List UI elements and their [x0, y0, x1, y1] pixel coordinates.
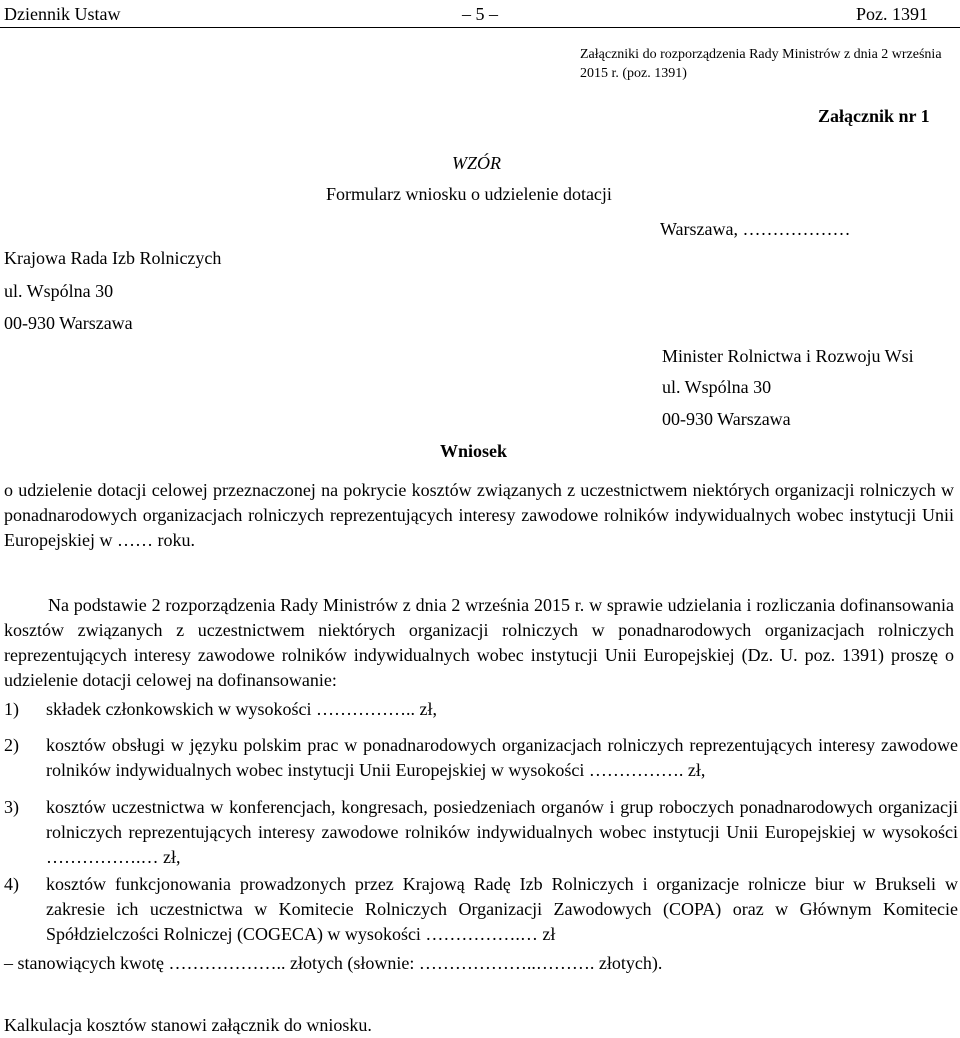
request-heading: Wniosek — [440, 441, 508, 461]
list-item — [4, 872, 958, 948]
list-item-text: kosztów funkcjonowania prowadzonych przez Krajową Radę Izb Rolniczych i organizacje rolnicze biur w Brukseli w zakresie ich uczestnictwa w Komitecie Rolniczych Organizacji Zawodowych (COPA) oraz w Głównym Komitecie Spółdzielczości Rolniczej (COGECA) w wysokości …………….… zł — [46, 874, 958, 944]
request-subject: o udzielenie dotacji celowej przeznaczonej na pokrycie kosztów związanych z uczestnictwem niektórych organizacji rolniczych w ponadnarodowych organizacjach rolniczych reprezentujących interesy zawodowe rolników indywidualnych wobec instytucji Unii Europejskiej w …… roku. — [4, 480, 954, 550]
list-item-number: 4) — [4, 874, 19, 894]
list-item-number: 2) — [4, 735, 19, 755]
form-title: Formularz wniosku o udzielenie dotacji — [326, 184, 612, 204]
attachment-note: Kalkulacja kosztów stanowi załącznik do wniosku. — [4, 1015, 372, 1035]
annex-label: Załącznik nr 1 — [818, 106, 930, 126]
list-item — [4, 697, 958, 723]
page-number: – 5 – — [462, 4, 498, 24]
recipient-street: ul. Wspólna 30 — [662, 377, 772, 397]
list-item-text: kosztów uczestnictwa w konferencjach, kongresach, posiedzeniach organów i grup roboczych ponadnarodowych organizacji rolniczych reprezentujących interesy zawodowe rolników indywidualnych wobec instytucji Unii Europejskiej w wysokości …………….… zł, — [46, 797, 958, 867]
sender-city: 00-930 Warszawa — [4, 313, 133, 333]
journal-title: Dziennik Ustaw — [4, 4, 121, 24]
sender-street: ul. Wspólna 30 — [4, 281, 114, 301]
recipient-name: Minister Rolnictwa i Rozwoju Wsi — [662, 346, 914, 366]
annex-note-line2: 2015 r. (poz. 1391) — [580, 66, 687, 81]
total-amount-line: – stanowiących kwotę ……………….. złotych (słownie: ………………..………. złotych). — [4, 953, 663, 973]
list-item-number: 1) — [4, 699, 19, 719]
form-wzor: WZÓR — [452, 153, 501, 173]
list-item-text: kosztów obsługi w języku polskim prac w ponadnarodowych organizacjach rolniczych reprezentujących interesy zawodowe rolników indywidualnych wobec instytucji Unii Europejskiej w wysokości ……………. zł, — [46, 735, 958, 780]
legal-basis-paragraph: Na podstawie 2 rozporządzenia Rady Ministrów z dnia 2 września 2015 r. w sprawie udzielania i rozliczania dofinansowania kosztów związanych z uczestnictwem niektórych organizacji rolniczych w ponadnarodowych organizacjach rolniczych reprezentujących interesy zawodowe rolników indywidualnych wobec instytucji Unii Europejskiej (Dz. U. poz. 1391) proszę o udzielenie dotacji celowej na dofinansowanie: — [4, 595, 954, 690]
list-item-text: składek członkowskich w wysokości …………….. zł, — [46, 699, 437, 719]
list-item — [4, 795, 958, 871]
list-item — [4, 733, 958, 785]
header-divider — [0, 27, 960, 28]
list-item-number: 3) — [4, 797, 19, 817]
position-number: Poz. 1391 — [856, 4, 928, 24]
sender-name: Krajowa Rada Izb Rolniczych — [4, 248, 222, 268]
recipient-city: 00-930 Warszawa — [662, 409, 791, 429]
place-date: Warszawa, ……………… — [660, 219, 851, 239]
annex-note-line1: Załączniki do rozporządzenia Rady Ministrów z dnia 2 września — [580, 47, 942, 62]
